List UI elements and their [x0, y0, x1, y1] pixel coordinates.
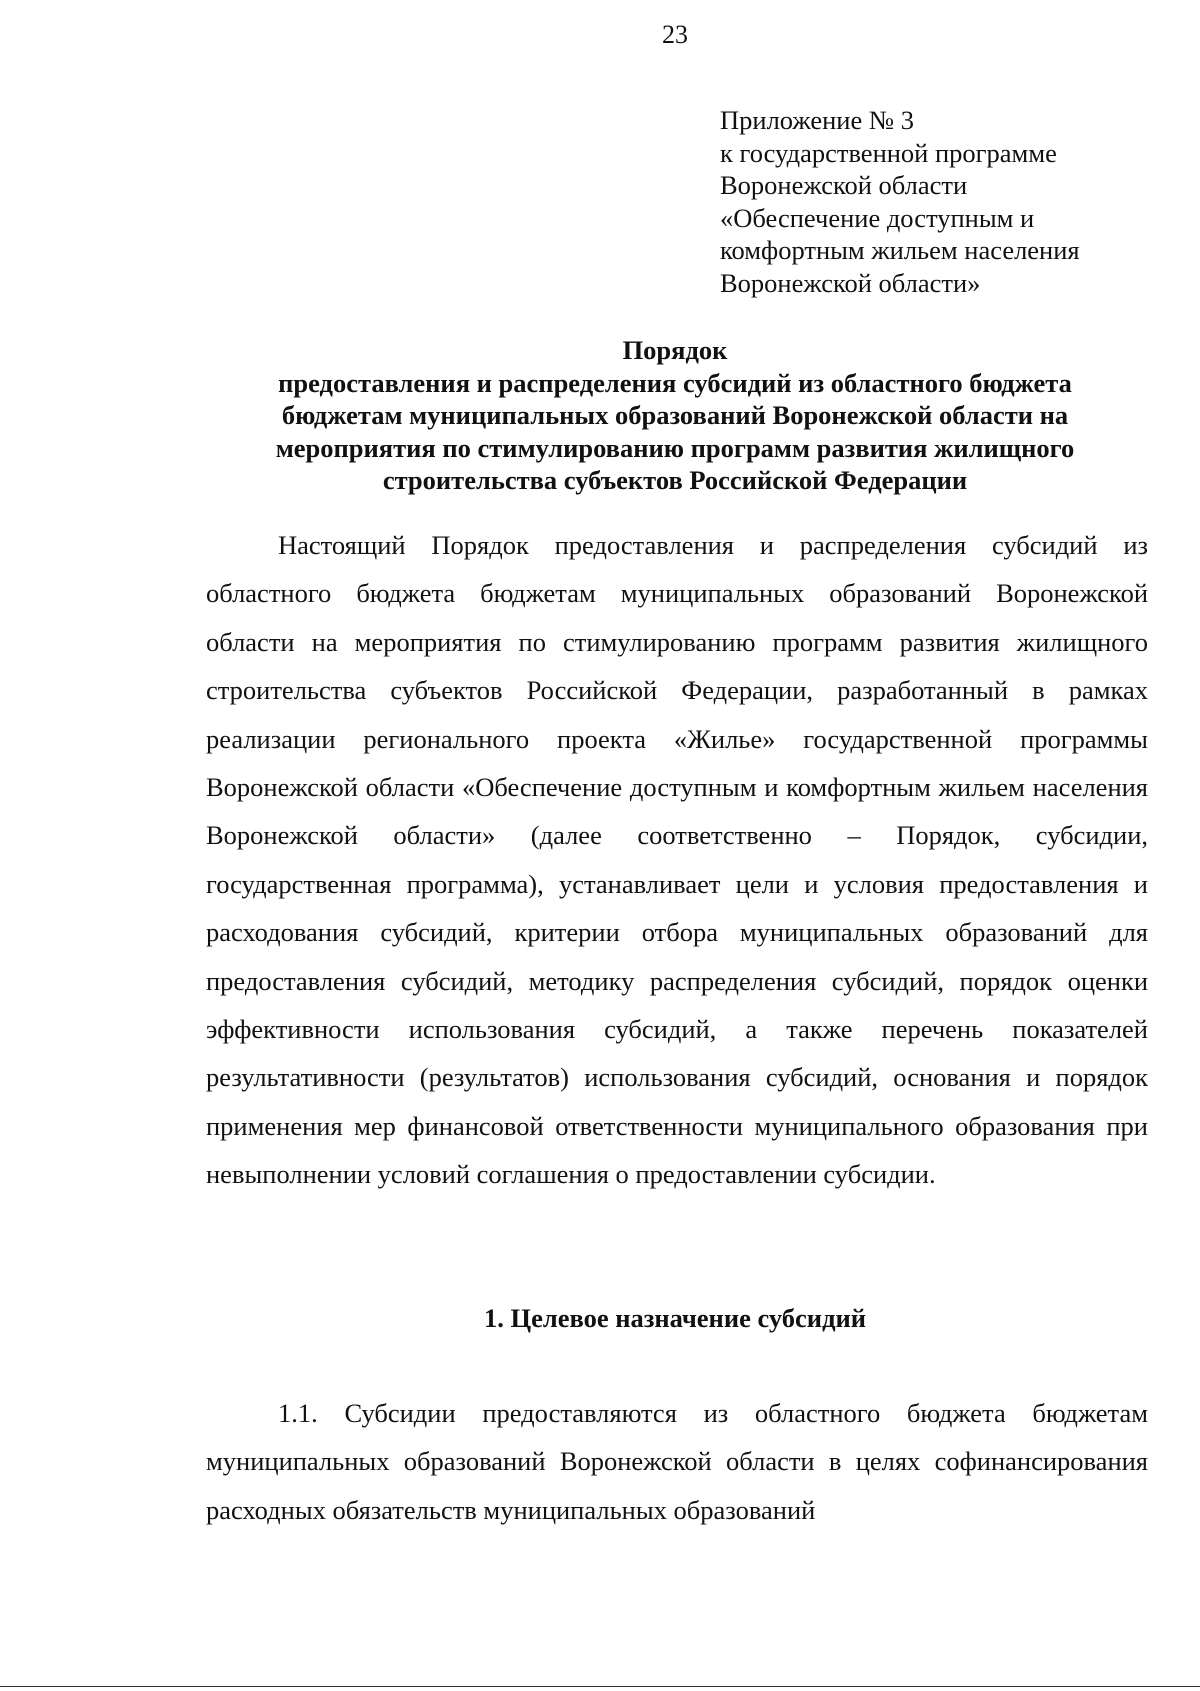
title-line: предоставления и распределения субсидий из областного бюджета	[278, 367, 1072, 398]
bottom-rule	[0, 1686, 1200, 1687]
appendix-line: «Обеспечение доступным и	[720, 202, 1035, 233]
section-heading: 1. Целевое назначение субсидий	[483, 1303, 867, 1333]
appendix-line: Воронежской области	[720, 170, 968, 200]
paragraph-1-1: 1.1. Субсидии предоставляются из областного бюджета бюджетам муниципальных образований Воронежской области в целях софинансирования расходных обязательств муниципальных образований	[206, 1398, 1148, 1525]
document-title	[200, 334, 1150, 497]
appendix-line: Приложение № 3	[720, 105, 915, 135]
title-line: мероприятия по стимулированию программ развития жилищного	[275, 432, 1075, 463]
title-line: бюджетам муниципальных образований Воронежской области на	[281, 400, 1069, 430]
title-line: Порядок	[622, 335, 728, 365]
appendix-reference	[720, 104, 1080, 299]
appendix-line: к государственной программе	[720, 137, 1057, 168]
title-line: строительства субъектов Российской Федерации	[382, 465, 968, 495]
page-number: 23	[662, 20, 688, 49]
appendix-line: Воронежской области»	[720, 267, 981, 298]
appendix-line: комфортным жильем населения	[720, 235, 1080, 265]
intro-paragraph: Настоящий Порядок предоставления и распределения субсидий из областного бюджета бюджетам муниципальных образований Воронежской области на мероприятия по стимулированию программ развития жилищного строительства субъектов Российской Федерации, разработанный в рамках реализации регионального проекта «Жилье» государственной программы Воронежской области «Обеспечение доступным и комфортным жильем населения Воронежской области» (далее соответственно – Порядок, субсидии, государственная программа), устанавливает цели и условия предоставления и расходования субсидий, критерии отбора муниципальных образований для предоставления субсидий, методику распределения субсидий, порядок оценки эффективности использования субсидий, а также перечень показателей результативности (результатов) использования субсидий, основания и порядок применения мер финансовой ответственности муниципального образования при невыполнении условий соглашения о предоставлении субсидии.	[206, 530, 1148, 1190]
